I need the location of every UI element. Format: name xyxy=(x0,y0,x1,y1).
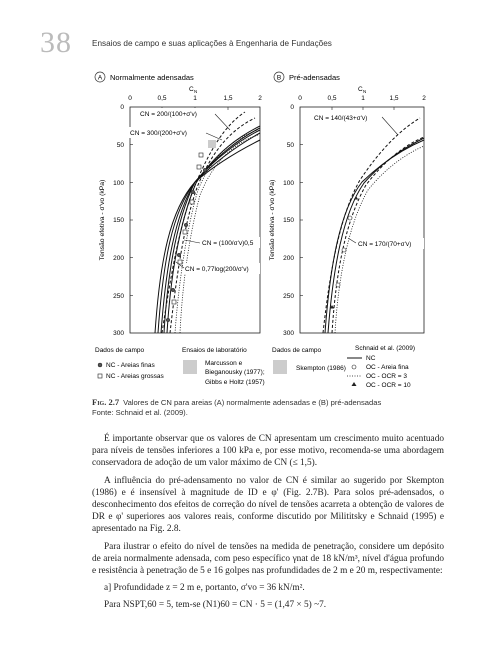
b-xtick-0: 0 xyxy=(298,95,302,102)
paragraph-5: Para NSPT,60 = 5, tem-se (N1)60 = CN · 5 = (1,47 × 5) ~7. xyxy=(104,600,327,611)
a-xtick-0: 0 xyxy=(128,95,132,102)
b-ytick-5: 250 xyxy=(283,293,294,300)
paragraph-1: É importante observar que os valores de CN apresentam um crescimento muito acentuado para níveis de tensões inferiores a 100 kPa e, por esse motivo, recomenda-se uma abordagem conservadora de adoção de um valor máximo de CN (≤ 1,5). xyxy=(92,434,444,469)
a-ytick-2: 100 xyxy=(113,180,124,187)
b-xtick-4: 2 xyxy=(422,95,426,102)
panel-a xyxy=(95,72,262,337)
legend-field2-item: Skempton (1986) xyxy=(296,365,346,372)
caption-text: Valores de CN para areias (A) normalmente adensadas e (B) pré-adensadas xyxy=(123,398,382,407)
legend xyxy=(95,345,415,389)
panel-a-cn-sub: N xyxy=(194,89,198,94)
b-ytick-1: 50 xyxy=(286,142,294,149)
b-ylabel: Tensão efetiva - σ'vo (kPa) xyxy=(269,179,276,261)
body-text xyxy=(92,433,444,617)
panel-a-title: Normalmente adensadas xyxy=(110,73,194,82)
panel-b-cn-sub: N xyxy=(363,89,367,94)
paragraph-3: Para ilustrar o efeito do nível de tensões na medida de penetração, considere um depósito de areia normalmente adensada, com peso específico γnat de 18 kN/m³, nível d'água profundo e resistência à penetração de 5 e 16 golpes nas profundidades de 2 m e 20 m, respectivamente: xyxy=(92,541,444,577)
b-ann-1: CN = 140/(43+σ'v) xyxy=(314,115,368,122)
a-ann-2: CN = 300/(200+σ'v) xyxy=(130,130,187,137)
b-xtick-3: 1,5 xyxy=(389,95,399,102)
legend-field-title: Dados de campo xyxy=(95,347,145,354)
a-ann-4: CN = 0,77log(200/σ'v) xyxy=(185,266,249,273)
legend-schnaid-title: Schnaid et al. (2009) xyxy=(355,345,415,352)
legend-lab-3: Gibbs e Holtz (1957) xyxy=(205,379,265,386)
legend-schnaid-1: NC xyxy=(366,355,376,362)
a-xtick-2: 1 xyxy=(193,95,197,102)
panel-b xyxy=(269,72,426,337)
legend-field2-title: Dados de campo xyxy=(272,347,322,354)
figure-caption xyxy=(92,398,381,417)
b-ann-2: CN = 170/(70+σ'v) xyxy=(358,241,412,248)
panel-b-letter: B xyxy=(276,74,282,82)
b-ytick-6: 300 xyxy=(283,330,294,337)
a-ytick-3: 150 xyxy=(113,217,124,224)
a-xtick-3: 1,5 xyxy=(223,95,233,102)
caption-label: Fig. 2.7 xyxy=(92,397,120,407)
panel-b-cn-axis: C xyxy=(358,86,363,93)
b-ytick-0: 0 xyxy=(290,104,294,111)
b-xtick-2: 1 xyxy=(361,95,365,102)
legend-schnaid-3: OC - OCR = 3 xyxy=(366,373,407,380)
panel-a-letter: A xyxy=(97,74,103,82)
b-ytick-2: 100 xyxy=(283,180,294,187)
a-ylabel: Tensão efetiva - σ'vo (kPa) xyxy=(99,179,106,261)
panel-a-cn-axis: C xyxy=(189,86,194,93)
legend-lab-1: Marcusson e xyxy=(205,360,243,367)
page-number: 38 xyxy=(40,26,72,59)
legend-lab-2: Bieganousky (1977); xyxy=(205,369,265,376)
a-xtick-1: 0,5 xyxy=(157,95,167,102)
running-head: Ensaios de campo e suas aplicações à Engenharia de Fundações xyxy=(92,39,332,48)
a-ytick-0: 0 xyxy=(120,104,124,111)
a-xtick-4: 2 xyxy=(258,95,262,102)
b-ytick-3: 150 xyxy=(283,217,294,224)
a-ytick-4: 200 xyxy=(113,255,124,262)
legend-lab-title: Ensaios de laboratório xyxy=(182,347,247,354)
legend-schnaid-2: OC - Areia fina xyxy=(366,364,409,371)
paragraph-2: A influência do pré-adensamento no valor de CN é similar ao sugerido por Skempton (1986) e é insensível à magnitude de ID e φ' (Fig. 2.7B). Para solos pré-adensados, o desconhecimento dos efeitos de correção do nível de tensões acarreta a obtenção de valores de DR e φ' superiores aos valores reais, conforme discutido por Milititsky e Schnaid (1995) e apresentado na Fig. 2.8. xyxy=(92,475,444,535)
panel-b-title: Pré-adensadas xyxy=(289,73,340,82)
b-xtick-1: 0,5 xyxy=(327,95,337,102)
paragraph-4: a] Profundidade z = 2 m e, portanto, σ'vo = 36 kN/m². xyxy=(104,583,305,594)
legend-field-item-1: NC - Areias finas xyxy=(106,362,155,369)
b-ytick-4: 200 xyxy=(283,255,294,262)
a-ann-3: CN = (100/σ'v)0,5 xyxy=(202,240,254,247)
legend-field-item-2: NC - Areias grossas xyxy=(106,373,164,380)
a-ytick-6: 300 xyxy=(113,330,124,337)
caption-source: Fonte: Schnaid et al. (2009). xyxy=(92,407,188,417)
a-ytick-1: 50 xyxy=(116,142,124,149)
a-ytick-5: 250 xyxy=(113,293,124,300)
legend-schnaid-4: OC - OCR = 10 xyxy=(366,382,411,389)
a-ann-1: CN = 200/(100+σ'v) xyxy=(140,111,197,118)
